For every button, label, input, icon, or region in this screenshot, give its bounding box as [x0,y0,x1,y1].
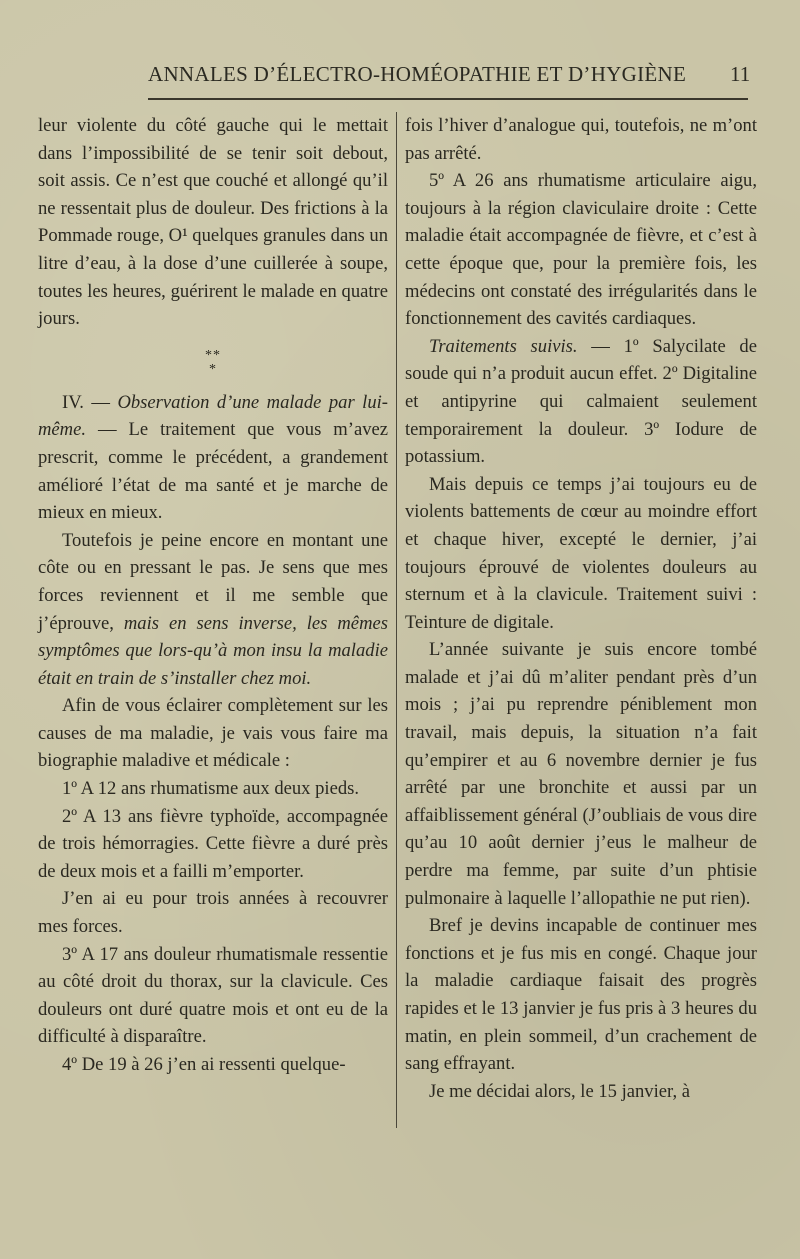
paragraph: Bref je devins incapable de continuer mes fonctions et je fus mis en congé. Chaque jour la maladie cardiaque faisait des progrès rapides et le 13 janvier je fus pris à 3 heures du matin, en plein sommeil, d’un crachement de sang effrayant. [405,915,757,1075]
section-heading-paragraph [38,389,388,527]
paragraph: Je me décidai alors, le 15 janvier, à [429,1080,691,1102]
list-item: 1º A 12 ans rhumatisme aux deux pieds. [62,778,360,800]
paragraph: L’année suivante je suis encore tombé malade et j’ai dû m’aliter pendant près d’un mois ; j’ai pu reprendre péniblement mon travail, mais depuis, la situation n’a fait qu’empirer et au 6 novembre dernier je fus arrêté par une bronchite et aussi par un affaiblissement général (J’oubliais de vous dire qu’au 10 août dernier j’eus le malheur de perdre ma femme, par suite d’un phtisie pulmonaire à laquelle l’allopathie ne put rien). [405,639,757,909]
list-item: 2º A 13 ans fièvre typhoïde, accompagnée de trois hémorragies. Cette fièvre a duré près de deux mois et a failli m’emporter. [38,805,388,882]
paragraph: Afin de vous éclairer complètement sur les causes de ma maladie, je vais vous faire ma biographie maladive et médicale : [38,695,388,772]
paragraph [38,527,388,693]
column-divider [396,112,397,1128]
paragraph: J’en ai eu pour trois années à recouvrer mes forces. [38,888,388,938]
paragraph-text: — 1º Salycilate de soude qui n’a produit aucun effet. 2º Digitaline et antipyrine qui calmaient seulement temporairement la douleur. 3º Iodure de potassium. [405,335,757,468]
list-item: 4º De 19 à 26 j’en ai ressenti quelque- [62,1054,346,1075]
journal-title: ANNALES D’ÉLECTRO-HOMÉOPATHIE ET D’HYGIÈNE [148,62,687,86]
right-column [405,112,757,1105]
paragraph-italic: mais en sens inverse, les mêmes symptômes que lors-qu’à mon insu la maladie était en train de s’installer chez moi. [38,612,388,689]
paragraph [405,333,757,471]
paragraph: leur violente du côté gauche qui le mettait dans l’impossibilité de se tenir soit debout, soit assis. Ce n’est que couché et allongé qu’il ne ressentait plus de douleur. Des frictions à la Pommade rouge, O¹ quelques granules dans un litre d’eau, à la dose d’une cuillerée à soupe, toutes les heures, guérirent le malade en quatre jours. [38,115,389,330]
section-title: Observation d’une malade par lui-même. [38,391,389,441]
asterism [38,349,388,377]
paragraph-text: Toutefois je peine encore en montant une côte ou en pressant le pas. Je sens que mes forces reviennent et il me semble que j’éprouve, [38,529,388,634]
left-column [38,112,388,1079]
asterism-bottom: * [209,361,217,377]
section-number: IV. — [62,391,118,413]
paragraph: fois l’hiver d’analogue qui, toutefois, ne m’ont pas arrêté. [405,115,757,164]
paragraph-text: — Le traitement que vous m’avez prescrit, comme le précédent, a grandement amélioré l’état de ma santé et je marche de mieux en mieux. [38,419,388,524]
paragraph: Mais depuis ce temps j’ai toujours eu de violents battements de cœur au moindre effort et chaque hiver, excepté le dernier, j’ai toujours éprouvé de violentes douleurs au sternum et à la clavicule. Traitement suivi : Teinture de digitale. [405,473,757,633]
paragraph-italic: Traitements suivis. [429,335,578,357]
list-item: 5º A 26 ans rhumatisme articulaire aigu, toujours à la région claviculaire droite : Cette maladie était accompagnée de fièvre, et c’est à cette époque que, pour la première fois, les médecins ont constaté des irrégularités dans le fonctionnement des cavités cardiaques. [405,170,757,330]
page-number: 11 [730,62,751,86]
list-item: 3º A 17 ans douleur rhumatismale ressentie au côté droit du thorax, sur la clavicule. Ces douleurs ont duré quatre mois et ont eu de la difficulté à disparaître. [38,943,388,1048]
running-header [0,58,800,98]
asterism-top: ** [205,347,221,363]
header-rule [148,98,748,100]
